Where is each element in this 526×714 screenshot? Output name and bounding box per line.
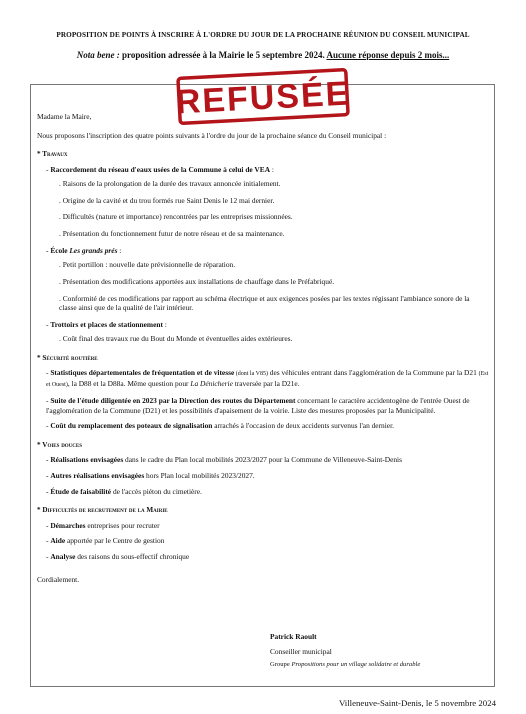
sub-item: . Origine de la cavité et du trou formés rue Saint Denis le 12 mai dernier.	[59, 195, 275, 205]
signature-block	[270, 632, 420, 675]
list-item: - Démarches entreprises pour recruter	[46, 520, 160, 530]
item-suffix: :	[270, 164, 274, 174]
item-italic: La Dénicherie	[190, 379, 233, 389]
item-text: hors Plan local mobilités 2023/2027.	[144, 470, 255, 480]
item-note: (dont la V85)	[234, 371, 268, 378]
sub-item: . Présentation du fonctionnement futur de notre réseau et de sa maintenance.	[59, 229, 285, 239]
section-title: * Sécurité routière	[37, 354, 98, 363]
item-heading: Statistiques départementales de fréquentation et de vitesse	[50, 368, 235, 378]
item-suffix: :	[117, 245, 122, 255]
item-text: des raisons du sous-effectif chronique	[75, 551, 190, 561]
sub-item: . Petit portillon : nouvelle date prévisionnelle de réparation.	[59, 260, 236, 270]
item-note: (Est et Ouest)	[46, 371, 489, 389]
list-item: - Réalisations envisagées dans le cadre du Plan local mobilités 2023/2027 pour la Commune de Villeneuve-Saint-Denis	[46, 455, 402, 465]
item-text: dans le cadre du Plan local mobilités 2023/2027 pour la Commune de Villeneuve-Saint-Denis	[123, 455, 402, 465]
item-heading: Analyse	[50, 551, 76, 561]
item-suffix: :	[162, 319, 167, 329]
section-title: * Travaux	[37, 150, 68, 159]
refused-stamp	[175, 66, 351, 126]
place-and-date: Villeneuve-Saint-Denis, le 5 novembre 2024	[338, 698, 496, 708]
sub-item: . Présentation des modifications apportées aux installations de chauffage dans le Préfabriqué.	[59, 276, 335, 286]
item-text: , la D88 et la D88a. Même question pour	[67, 379, 191, 389]
signatory-role: Conseiller municipal	[270, 646, 332, 656]
item-text: concernant le caractère accidentogène de l'entrée Ouest de l'agglomération de la Commune (D21) et les possibilités d'apaisement de la voirie. Liste des mesures proposées par la Municipalité.	[46, 396, 470, 415]
group-name: Propositions pour un village solidaire et durable	[291, 661, 421, 669]
item-heading: Réalisations envisagées	[50, 455, 124, 465]
svg-text:REFUSÉE: REFUSÉE	[174, 74, 352, 122]
nota-bene	[0, 50, 526, 60]
item-heading: Trottoirs et places de stationnement	[50, 319, 163, 329]
item-heading-prefix: École	[50, 245, 70, 255]
item-heading: Étude de faisabilité	[50, 486, 112, 496]
list-item: - Statistiques départementales de fréquentation et de vitesse (dont la V85) des véhicules entrant dans l'agglomération de la Commune par la D21 (Est et Ouest), la D88 et la D88a. Même question pour La Dénicherie traversée par la D21e.	[46, 368, 489, 389]
section-title: * Voies douces	[37, 440, 83, 449]
nota-bene-label: Nota bene :	[76, 50, 120, 60]
section-recrutement	[37, 506, 489, 561]
item-heading: Démarches	[50, 520, 86, 530]
list-item: - Autres réalisations envisagées hors Plan local mobilités 2023/2027.	[46, 470, 255, 480]
list-item: - Suite de l'étude diligentée en 2023 par la Direction des routes du Département concernant le caractère accidentogène de l'entrée Ouest de l'agglomération de la Commune (D21) et les possibilités d'apaisement de la voirie. Liste des mesures proposées par la Municipalité.	[46, 396, 470, 415]
group-prefix: Groupe	[270, 661, 292, 669]
item-heading: Autres réalisations envisagées	[50, 470, 145, 480]
item-heading: Raccordement du réseau d'eaux usées de la Commune à celui de VEA	[50, 164, 271, 174]
list-item: - École Les grands prés : . Petit portillon : nouvelle date prévisionnelle de réparation. . Présentation des modifications apportées aux installations de chauffage dans le Préfabriqué. . Conformité de ces modifications par rapport au schéma électrique et aux exigences posées par les textes régissant l'ambiance sonore de la classe ainsi que de la qualité de l'air intérieur.	[46, 246, 489, 313]
list-item: - Coût du remplacement des poteaux de signalisation arrachés à l'occasion de deux accidents survenus l'an dernier.	[46, 421, 394, 431]
item-text: entreprises pour recruter	[85, 520, 160, 530]
list-item: - Trottoirs et places de stationnement : . Coût final des travaux rue du Bout du Monde et éventuelles aides extérieures.	[46, 320, 489, 344]
list-item: - Raccordement du réseau d'eaux usées de la Commune à celui de VEA : . Raisons de la prolongation de la durée des travaux annoncée initialement. . Origine de la cavité et du trou formés rue Saint Denis le 12 mai dernier. . Difficultés (nature et importance) rencontrées par les entreprises missionnées. . Présentation du fonctionnement futur de notre réseau et de sa maintenance.	[46, 165, 489, 239]
item-text: apportée par le Centre de gestion	[65, 536, 165, 546]
item-text: traversée par la D21e.	[232, 379, 300, 389]
letter-body	[37, 112, 489, 585]
section-title: * Difficultés de recrutement de la Mairie	[37, 506, 168, 515]
sub-item: . Conformité de ces modifications par rapport au schéma électrique et aux exigences posées par les textes régissant l'ambiance sonore de la classe ainsi que de la qualité de l'air intérieur.	[59, 293, 470, 313]
greeting: Madame la Maire,	[37, 112, 92, 121]
list-item: - Analyse des raisons du sous-effectif chronique	[46, 551, 190, 561]
item-heading: Aide	[50, 536, 66, 546]
item-heading: Suite de l'étude diligentée en 2023 par la Direction des routes du Département	[50, 396, 296, 406]
item-text: des véhicules entrant dans l'agglomération de la Commune par la D21	[267, 368, 479, 378]
item-heading: Les grands prés	[69, 245, 118, 255]
section-securite	[37, 354, 489, 431]
list-item: - Aide apportée par le Centre de gestion	[46, 536, 165, 546]
sub-item: . Difficultés (nature et importance) rencontrées par les entreprises missionnées.	[59, 212, 293, 222]
intro: Nous proposons l'inscription des quatre points suivants à l'ordre du jour de la prochaine séance du Conseil municipal :	[37, 130, 387, 140]
section-travaux	[37, 150, 489, 344]
nota-bene-warning: Aucune réponse depuis 2 mois...	[326, 50, 450, 60]
nota-bene-text: proposition adressée à la Mairie le 5 septembre 2024.	[119, 50, 327, 60]
item-text: de l'accès piéton du cimetière.	[111, 486, 202, 496]
sub-item: . Raisons de la prolongation de la durée des travaux annoncée initialement.	[59, 179, 281, 189]
item-heading: Coût du remplacement des poteaux de signalisation	[50, 421, 213, 431]
section-voies-douces	[37, 441, 489, 496]
list-item: - Étude de faisabilité de l'accès piéton du cimetière.	[46, 486, 202, 496]
sub-item: . Coût final des travaux rue du Bout du Monde et éventuelles aides extérieures.	[59, 334, 293, 344]
document-title: PROPOSITION DE POINTS À INSCRIRE À L'ORDRE DU JOUR DE LA PROCHAINE RÉUNION DU CONSEIL MUNICIPAL	[56, 31, 470, 39]
closing: Cordialement.	[37, 575, 80, 585]
signatory-name: Patrick Raoult	[270, 632, 317, 641]
item-text: arrachés à l'occasion de deux accidents survenus l'an dernier.	[212, 421, 394, 431]
